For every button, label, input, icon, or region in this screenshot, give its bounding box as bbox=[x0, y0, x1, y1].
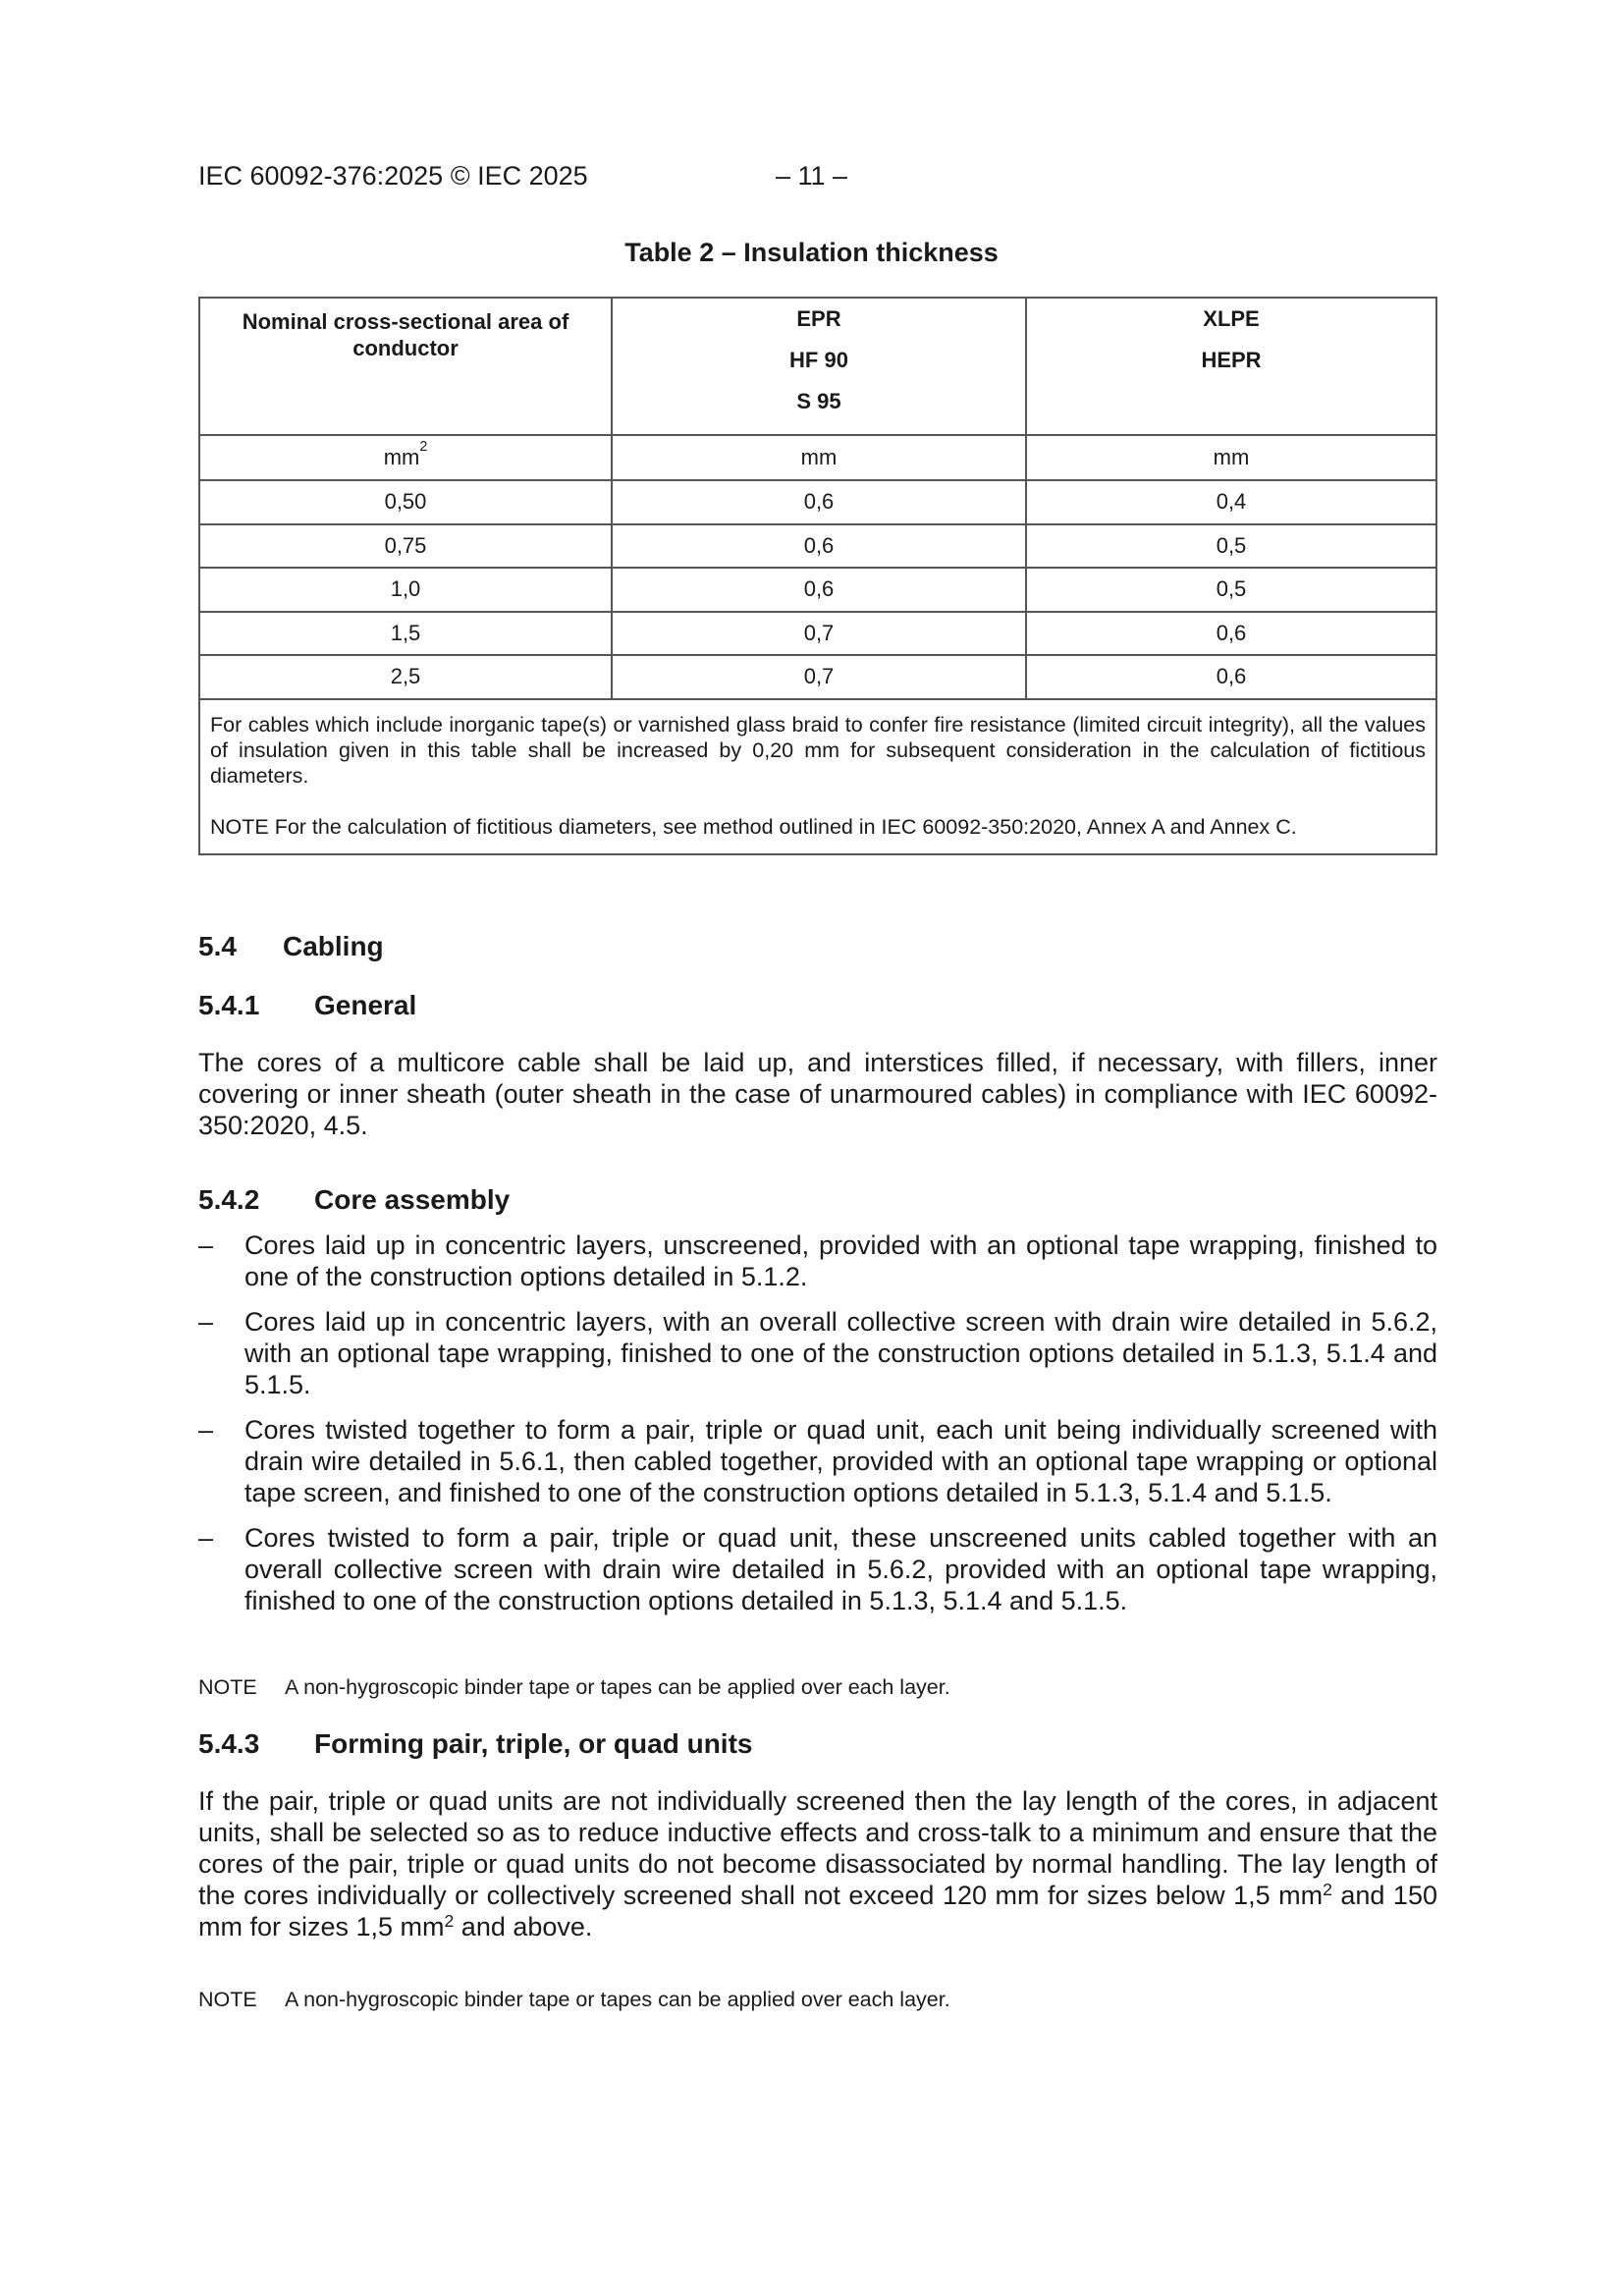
cell-xlpe: 0,5 bbox=[1026, 524, 1436, 569]
cell-xlpe: 0,4 bbox=[1026, 480, 1436, 524]
cell-epr: 0,7 bbox=[612, 612, 1026, 656]
cell-xlpe: 0,5 bbox=[1026, 568, 1436, 612]
section-heading-5-4-1: 5.4.1 General bbox=[198, 990, 417, 1020]
table-header-row bbox=[199, 298, 1436, 435]
core-assembly-list bbox=[198, 1230, 1437, 1630]
cell-area: 0,75 bbox=[199, 524, 612, 569]
cell-area: 1,0 bbox=[199, 568, 612, 612]
table-footnote-row bbox=[199, 699, 1436, 854]
insulation-thickness-table bbox=[198, 297, 1437, 855]
cell-epr: 0,7 bbox=[612, 655, 1026, 699]
section-heading-5-4-3: 5.4.3 Forming pair, triple, or quad units bbox=[198, 1728, 753, 1759]
header-epr-line: EPR bbox=[796, 306, 841, 331]
section-heading-5-4: 5.4 Cabling bbox=[198, 931, 384, 961]
cell-area: 0,50 bbox=[199, 480, 612, 524]
unit-area: $mm^2$ bbox=[199, 435, 612, 480]
section-heading-5-4-2: 5.4.2 Core assembly bbox=[198, 1184, 511, 1215]
units-row bbox=[199, 435, 1436, 480]
forming-units-note: NOTE A non-hygroscopic binder tape or tapes can be applied over each layer. bbox=[198, 1988, 950, 2011]
list-item: – Cores twisted to form a pair, triple or quad unit, these unscreened units cabled together with an overall collective screen with drain wire detailed in 5.6.2, provided with an optional tape wrapping, finished to one of the construction options detailed in 5.1.3, 5.1.4 and 5.1.5. bbox=[198, 1523, 1437, 1615]
cell-area: 2,5 bbox=[199, 655, 612, 699]
table-footnote: For cables which include inorganic tape(s) or varnished glass braid to confer fire resistance (limited circuit integrity), all the values of insulation given in this table shall be increased by 0,20 mm for subsequent consideration in the calculation of fictitious diameters. bbox=[210, 712, 1426, 788]
header-xlpe bbox=[1026, 298, 1436, 435]
list-item: – Cores laid up in concentric layers, with an overall collective screen with drain wire detailed in 5.6.2, with an optional tape wrapping, finished to one of the construction options detailed in 5.1.3, 5.1.4 and 5.1.5. bbox=[198, 1307, 1437, 1399]
list-item: – Cores laid up in concentric layers, unscreened, provided with an optional tape wrapping, finished to one of the construction options detailed in 5.1.2. bbox=[198, 1230, 1437, 1291]
page-number: – 11 – bbox=[776, 161, 848, 191]
cell-epr: 0,6 bbox=[612, 524, 1026, 569]
table-row bbox=[199, 612, 1436, 656]
cell-epr: 0,6 bbox=[612, 480, 1026, 524]
header-s95-line: S 95 bbox=[796, 389, 841, 413]
unit-xlpe: mm bbox=[1026, 435, 1436, 480]
document-header: IEC 60092-376:2025 © IEC 2025 bbox=[198, 161, 588, 191]
table-row bbox=[199, 480, 1436, 524]
header-epr bbox=[612, 298, 1026, 435]
header-hf90-line: HF 90 bbox=[789, 348, 848, 372]
core-assembly-note: NOTE A non-hygroscopic binder tape or tapes can be applied over each layer. bbox=[198, 1675, 950, 1699]
cell-area: 1,5 bbox=[199, 612, 612, 656]
unit-epr: mm bbox=[612, 435, 1026, 480]
general-paragraph: The cores of a multicore cable shall be laid up, and interstices filled, if necessary, with fillers, inner covering or inner sheath (outer sheath in the case of unarmoured cables) in compliance with IEC 60092-350:2020, 4.5. bbox=[198, 1048, 1437, 1140]
table-row bbox=[199, 524, 1436, 569]
header-hepr-line: HEPR bbox=[1201, 348, 1262, 372]
table-row bbox=[199, 655, 1436, 699]
forming-units-paragraph: If the pair, triple or quad units are not individually screened then the lay length of the cores, in adjacent units, shall be selected so as to reduce inductive effects and cross-talk to a minimum and ensure that the cores of the pair, triple or quad units do not become disassociated by normal handling. The lay length of the cores individually or collectively screened shall not exceed 120 mm for sizes below 1,5 $mm^2$ and 150 mm for sizes 1,5 $mm^2$ and above. bbox=[198, 1786, 1437, 1941]
cell-epr: 0,6 bbox=[612, 568, 1026, 612]
cell-xlpe: 0,6 bbox=[1026, 655, 1436, 699]
table-row bbox=[199, 568, 1436, 612]
header-xlpe-line: XLPE bbox=[1203, 306, 1260, 331]
table-footnote-cell bbox=[199, 699, 1436, 854]
cell-xlpe: 0,6 bbox=[1026, 612, 1436, 656]
header-nominal-area: Nominal cross-sectional area of conductor bbox=[199, 298, 612, 435]
list-item: – Cores twisted together to form a pair, triple or quad unit, each unit being individually screened with drain wire detailed in 5.6.1, then cabled together, provided with an optional tape wrapping or optional tape screen, and finished to one of the construction options detailed in 5.1.3, 5.1.4 and 5.1.5. bbox=[198, 1415, 1437, 1507]
table-caption: Table 2 – Insulation thickness bbox=[624, 238, 999, 267]
table-note: NOTE For the calculation of fictitious diameters, see method outlined in IEC 60092-350:2020, Annex A and Annex C. bbox=[210, 814, 1297, 839]
